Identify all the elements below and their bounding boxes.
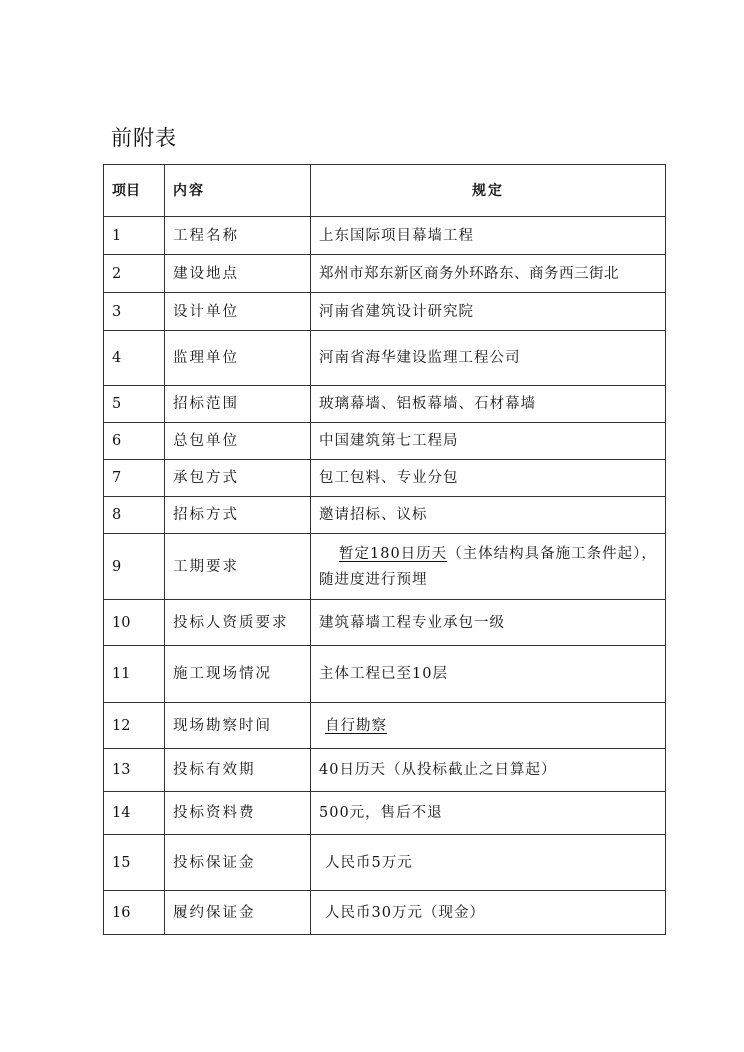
table-row	[104, 255, 666, 293]
table-row	[104, 293, 666, 331]
row-rule: 建筑幕墙工程专业承包一级	[311, 600, 666, 646]
duration-rest: （主体结构具备施工条件起），随进度进行预埋	[319, 545, 657, 588]
header-content: 内容	[165, 165, 311, 217]
row-content: 设计单位	[165, 293, 311, 331]
table-row	[104, 792, 666, 835]
row-rule: 河南省海华建设监理工程公司	[311, 331, 666, 386]
row-content: 投标人资质要求	[165, 600, 311, 646]
row-number: 6	[104, 423, 165, 460]
row-content: 建设地点	[165, 255, 311, 293]
row-rule: 人民币5万元	[311, 835, 666, 891]
row-rule	[311, 703, 666, 749]
row-content: 招标范围	[165, 386, 311, 423]
header-rule: 规定	[311, 165, 666, 217]
table-row	[104, 703, 666, 749]
row-rule: 主体工程已至10层	[311, 646, 666, 703]
table-row	[104, 423, 666, 460]
row-rule: 中国建筑第七工程局	[311, 423, 666, 460]
row-rule: 邀请招标、议标	[311, 497, 666, 534]
row-number: 3	[104, 293, 165, 331]
row-content: 投标保证金	[165, 835, 311, 891]
table-row	[104, 217, 666, 255]
row-number: 1	[104, 217, 165, 255]
row-rule: 上东国际项目幕墙工程	[311, 217, 666, 255]
table-row	[104, 534, 666, 600]
row-content: 履约保证金	[165, 891, 311, 935]
row-rule: 500元，售后不退	[311, 792, 666, 835]
row-number: 5	[104, 386, 165, 423]
row-content: 施工现场情况	[165, 646, 311, 703]
row-number: 14	[104, 792, 165, 835]
row-content: 工期要求	[165, 534, 311, 600]
table-row	[104, 386, 666, 423]
appendix-table	[103, 164, 666, 935]
row-content: 监理单位	[165, 331, 311, 386]
row-content: 投标有效期	[165, 749, 311, 792]
row-number: 12	[104, 703, 165, 749]
table-row	[104, 749, 666, 792]
row-rule: 玻璃幕墙、铝板幕墙、石材幕墙	[311, 386, 666, 423]
row-number: 13	[104, 749, 165, 792]
page-title: 前附表	[111, 126, 177, 150]
table-row	[104, 497, 666, 534]
row-content: 招标方式	[165, 497, 311, 534]
table-header-row	[104, 165, 666, 217]
row-content: 现场勘察时间	[165, 703, 311, 749]
row-content: 投标资料费	[165, 792, 311, 835]
row-rule: 河南省建筑设计研究院	[311, 293, 666, 331]
header-item: 项目	[104, 165, 165, 217]
row-number: 10	[104, 600, 165, 646]
row-number: 2	[104, 255, 165, 293]
table-row	[104, 835, 666, 891]
duration-underlined: 暂定180日历天	[339, 545, 448, 562]
table-row	[104, 600, 666, 646]
row-rule: 人民币30万元（现金）	[311, 891, 666, 935]
row-rule: 40日历天（从投标截止之日算起）	[311, 749, 666, 792]
table-row	[104, 891, 666, 935]
row-content: 工程名称	[165, 217, 311, 255]
row-number: 4	[104, 331, 165, 386]
row-content: 总包单位	[165, 423, 311, 460]
row-rule: 郑州市郑东新区商务外环路东、商务西三街北	[311, 255, 666, 293]
table-row	[104, 460, 666, 497]
row-number: 8	[104, 497, 165, 534]
row-number: 7	[104, 460, 165, 497]
row-rule	[311, 534, 666, 600]
row-number: 9	[104, 534, 165, 600]
row-rule: 包工包料、专业分包	[311, 460, 666, 497]
survey-time-underlined: 自行勘察	[325, 717, 387, 734]
row-number: 15	[104, 835, 165, 891]
row-number: 16	[104, 891, 165, 935]
table-row	[104, 331, 666, 386]
table-row	[104, 646, 666, 703]
row-number: 11	[104, 646, 165, 703]
row-content: 承包方式	[165, 460, 311, 497]
